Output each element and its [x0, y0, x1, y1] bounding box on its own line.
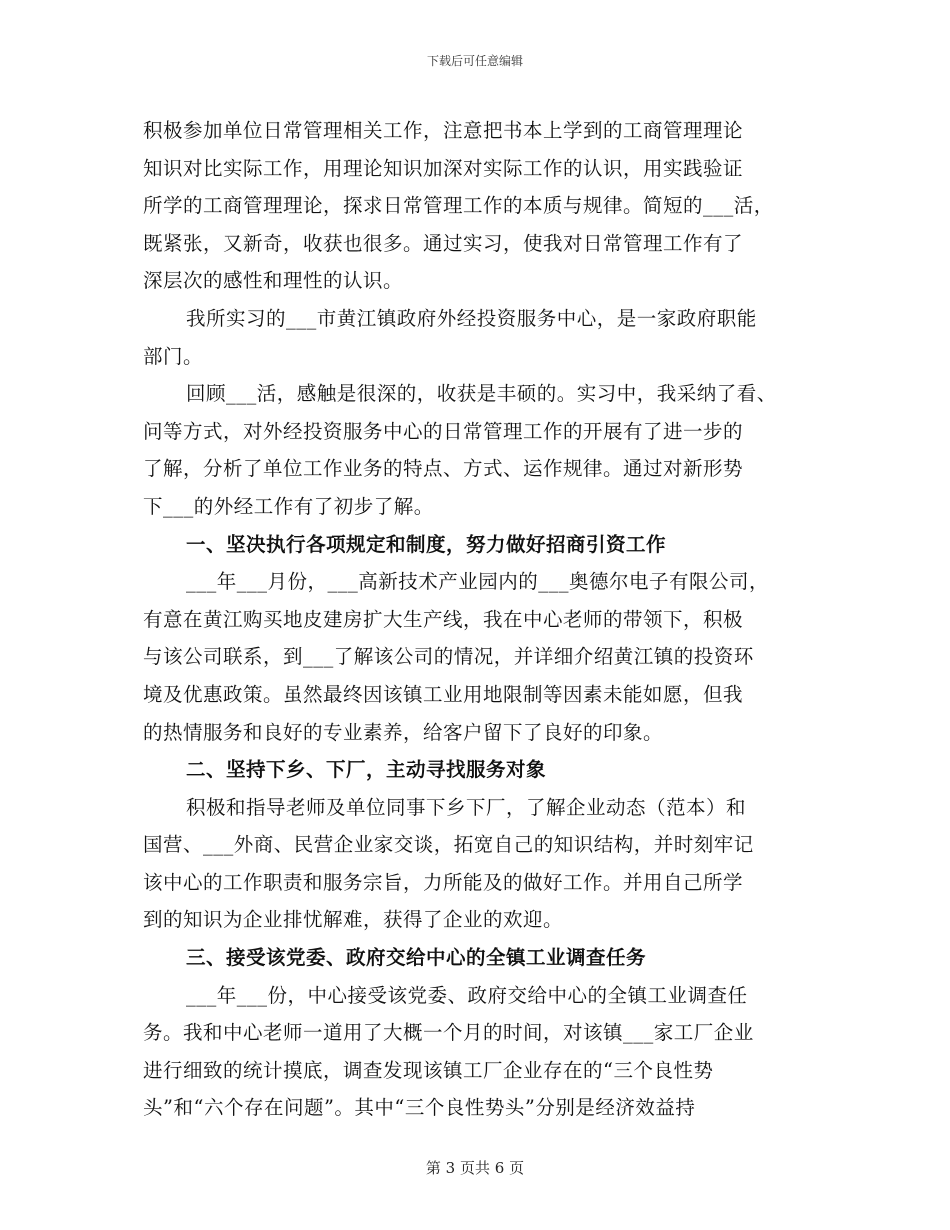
- paragraph-line: 问等方式，对外经投资服务中心的日常管理工作的开展有了进一步的: [143, 419, 744, 443]
- paragraph-line: ___年___月份，___高新技术产业园内的___奥德尔电子有限公司，: [186, 570, 770, 594]
- paragraph-line: 知识对比实际工作，用理论知识加深对实际工作的认识，用实践验证: [143, 156, 744, 180]
- paragraph-line: 头”和“六个存在问题”。其中“三个良性势头”分别是经济效益持: [143, 1096, 696, 1120]
- page-footer: 第 3 页共 6 页: [425, 1159, 525, 1177]
- paragraph-line: 深层次的感性和理性的认识。: [143, 269, 404, 293]
- paragraph-line: 积极和指导老师及单位同事下乡下厂，了解企业动态（范本）和: [186, 795, 747, 819]
- paragraph-line: 回顾___活，感触是很深的，收获是丰硕的。实习中，我采纳了看、: [186, 382, 777, 406]
- section-heading: 一、坚决执行各项规定和制度，努力做好招商引资工作: [186, 532, 667, 556]
- paragraph-line: 了解，分析了单位工作业务的特点、方式、运作规律。通过对新形势: [143, 457, 744, 481]
- paragraph-line: 有意在黄江购买地皮建房扩大生产线，我在中心老师的带领下，积极: [143, 607, 744, 631]
- paragraph-line: 的热情服务和良好的专业素养，给客户留下了良好的印象。: [143, 720, 664, 744]
- section-heading: 二、坚持下乡、下厂，主动寻找服务对象: [186, 758, 547, 782]
- section-heading: 三、接受该党委、政府交给中心的全镇工业调查任务: [186, 946, 647, 970]
- paragraph-line: 与该公司联系，到___了解该公司的情况，并详细介绍黄江镇的投资环: [143, 645, 754, 669]
- paragraph-line: 积极参加单位日常管理相关工作，注意把书本上学到的工商管理理论: [143, 119, 744, 142]
- paragraph-line: ___年___份，中心接受该党委、政府交给中心的全镇工业调查任: [186, 983, 748, 1007]
- paragraph-line: 到的知识为企业排忧解难，获得了企业的欢迎。: [143, 908, 564, 932]
- paragraph-line: 我所实习的___市黄江镇政府外经投资服务中心，是一家政府职能: [186, 306, 757, 330]
- paragraph-line: 所学的工商管理理论，探求日常管理工作的本质与规律。简短的___活，: [143, 194, 774, 218]
- paragraph-line: 该中心的工作职责和服务宗旨，力所能及的做好工作。并用自己所学: [143, 870, 744, 894]
- paragraph-line: 进行细致的统计摸底，调查发现该镇工厂企业存在的“三个良性势: [143, 1058, 714, 1082]
- paragraph-line: 务。我和中心老师一道用了大概一个月的时间，对该镇___家工厂企业: [143, 1021, 754, 1045]
- paragraph-line: 既紧张，又新奇，收获也很多。通过实习，使我对日常管理工作有了: [143, 231, 744, 255]
- page-header: 下载后可任意编辑: [426, 54, 523, 68]
- paragraph-line: 国营、___外商、民营企业家交谈，拓宽自己的知识结构，并时刻牢记: [143, 833, 754, 857]
- paragraph-line: 境及优惠政策。虽然最终因该镇工业用地限制等因素未能如愿，但我: [143, 682, 744, 706]
- document-body: [143, 112, 823, 1127]
- paragraph-line: 下___的外经工作有了初步了解。: [143, 494, 434, 518]
- paragraph-line: 部门。: [143, 344, 204, 368]
